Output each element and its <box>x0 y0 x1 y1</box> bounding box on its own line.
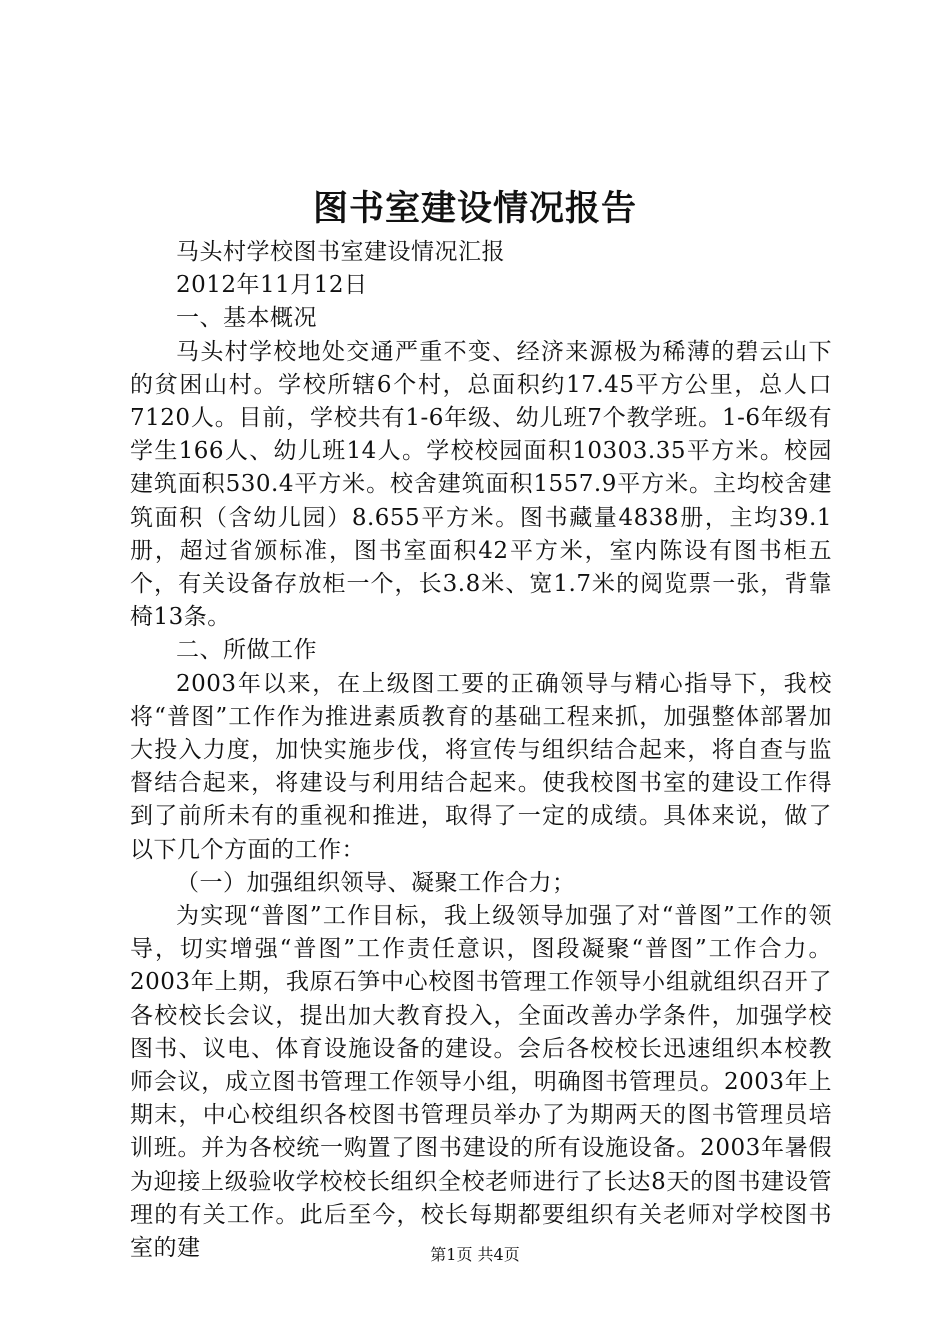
document-body <box>130 236 832 1265</box>
section-heading-overview: 一、基本概况 <box>176 305 317 332</box>
paragraph-work-intro: 2003年以来，在上级图工要的正确领导与精心指导下，我校将“普图”工作作为推进素质教育的基础工程来抓，加强整体部署加大投入力度，加快实施步伐，将宣传与组织结合起来，将自查与监督结合起来，将建设与利用结合起来。使我校图书室的建设工作得到了前所未有的重视和推进，取得了一定的成绩。具体来说，做了以下几个方面的工作： <box>130 670 832 863</box>
document-title: 图书室建设情况报告 <box>312 188 637 229</box>
section-heading-work: 二、所做工作 <box>176 637 317 664</box>
report-date: 2012年11月12日 <box>176 272 368 299</box>
report-subtitle: 马头村学校图书室建设情况汇报 <box>176 239 505 265</box>
subsection-heading-organization: （一）加强组织领导、凝聚工作合力； <box>176 869 576 896</box>
page-footer: 第1页 共4页 <box>430 1245 520 1264</box>
paragraph-overview: 马头村学校地处交通严重不变、经济来源极为稀薄的碧云山下的贫困山村。学校所辖6个村，总面积约17.45平方公里，总人口7120人。目前，学校共有1-6年级、幼儿班7个教学班。1-6年级有学生166人、幼儿班14人。学校校园面积10303.35平方米。校园建筑面积530.4平方米。校舍建筑面积1557.9平方米。主均校舍建筑面积（含幼儿园）8.655平方米。图书藏量4838册，主均39.1册，超过省颁标准，图书室面积42平方米，室内陈设有图书柜五个，有关设备存放柜一个，长3.8米、宽1.7米的阅览票一张，背靠椅13条。 <box>130 338 832 631</box>
paragraph-organization: 为实现“普图”工作目标，我上级领导加强了对“普图”工作的领导，切实增强“普图”工作责任意识，图段凝聚“普图”工作合力。2003年上期，我原石笋中心校图书管理工作领导小组就组织召开了各校校长会议，提出加大教育投入，全面改善办学条件，加强学校图书、议电、体育设施设备的建设。会后各校校长迅速组织本校教师会议，成立图书管理工作领导小组，明确图书管理员。2003年上期末，中心校组织各校图书管理员举办了为期两天的图书管理员培训班。并为各校统一购置了图书建设的所有设施设备。2003年暑假为迎接上级验收学校校长组织全校老师进行了长达8天的图书建设管理的有关工作。此后至今，校长每期都要组织有关老师对学校图书室的建 <box>130 903 832 1262</box>
